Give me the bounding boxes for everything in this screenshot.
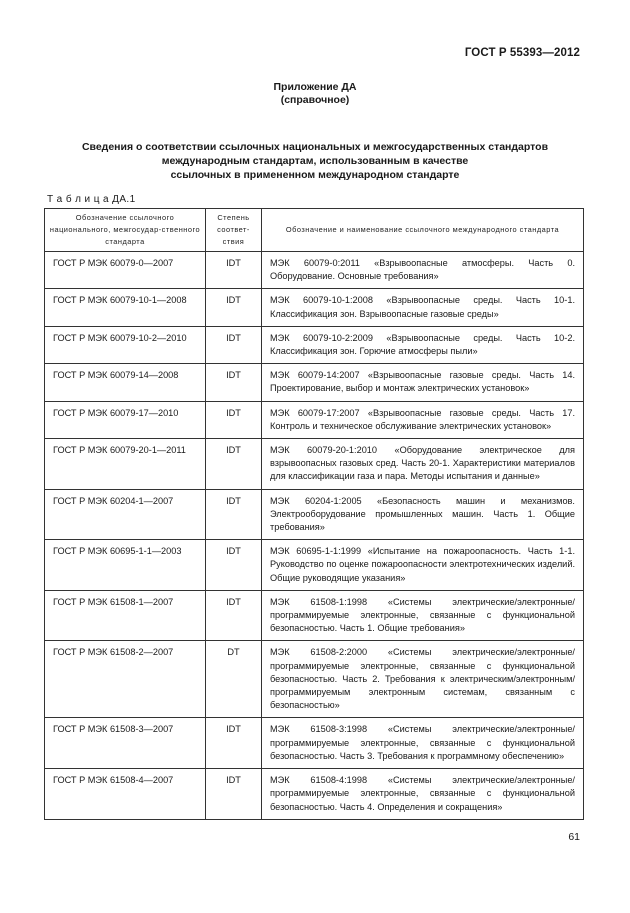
table-row — [45, 252, 584, 289]
table-row — [45, 769, 584, 820]
table-row — [45, 289, 584, 326]
table-row — [45, 540, 584, 591]
document-code: ГОСТ Р 55393—2012 — [464, 47, 580, 59]
table-caption: Т а б л и ц а ДА.1 — [47, 194, 136, 205]
cell-degree: IDT — [206, 540, 262, 591]
cell-degree: IDT — [206, 590, 262, 641]
cell-international-standard: МЭК 60079-17:2007 «Взрывоопасные газовые среды. Часть 17. Контроль и техническое обслуживание электрических установок» — [262, 401, 584, 438]
appendix-subtitle: (справочное) — [280, 94, 350, 106]
cell-international-standard: МЭК 61508-4:1998 «Системы электрические/электронные/программируемые электронные, связанные с функциональной безопасностью. Часть 4. Определения и сокращения» — [262, 769, 584, 820]
cell-international-standard: МЭК 60079-20-1:2010 «Оборудование электрическое для взрывоопасных газовых сред. Часть 20-1. Характеристики материалов для классификации газа и пара. Методы испытания и данные» — [262, 439, 584, 490]
table-header-row — [45, 209, 584, 252]
header-degree: Степень соответ-ствия — [206, 209, 262, 252]
cell-national-standard: ГОСТ Р МЭК 60079-17—2010 — [45, 401, 206, 438]
cell-international-standard: МЭК 61508-1:1998 «Системы электрические/электронные/программируемые электронные, связанные с функциональной безопасностью. Часть 1. Общие требования» — [262, 590, 584, 641]
cell-degree: IDT — [206, 401, 262, 438]
header-international-standard: Обозначение и наименование ссылочного международного стандарта — [262, 209, 584, 252]
cell-international-standard: МЭК 60204-1:2005 «Безопасность машин и механизмов. Электрооборудование промышленных машин. Часть 1. Общие требования» — [262, 489, 584, 540]
table-row — [45, 641, 584, 718]
cell-degree: IDT — [206, 489, 262, 540]
cell-international-standard: МЭК 60079-10-1:2008 «Взрывоопасные среды. Часть 10-1. Классификация зон. Взрывоопасные газовые среды» — [262, 289, 584, 326]
cell-national-standard: ГОСТ Р МЭК 60204-1—2007 — [45, 489, 206, 540]
table-row — [45, 718, 584, 769]
cell-international-standard: МЭК 60079-14:2007 «Взрывоопасные газовые среды. Часть 14. Проектирование, выбор и монтаж электрических установок» — [262, 364, 584, 401]
reference-table — [44, 208, 584, 820]
cell-degree: IDT — [206, 364, 262, 401]
appendix-title: Приложение ДА — [273, 81, 357, 93]
cell-national-standard: ГОСТ Р МЭК 60079-20-1—2011 — [45, 439, 206, 490]
cell-national-standard: ГОСТ Р МЭК 61508-1—2007 — [45, 590, 206, 641]
cell-degree: IDT — [206, 718, 262, 769]
heading-line-3: ссылочных в примененном международном стандарте — [170, 169, 460, 181]
header-national-standard: Обозначение ссылочного национального, межгосудар-ственного стандарта — [45, 209, 206, 252]
cell-international-standard: МЭК 60079-10-2:2009 «Взрывоопасные среды. Часть 10-2. Классификация зон. Горючие атмосферы пыли» — [262, 326, 584, 363]
table-row — [45, 439, 584, 490]
page-number: 61 — [568, 831, 580, 843]
cell-national-standard: ГОСТ Р МЭК 61508-3—2007 — [45, 718, 206, 769]
cell-degree: IDT — [206, 439, 262, 490]
cell-national-standard: ГОСТ Р МЭК 60079-14—2008 — [45, 364, 206, 401]
heading-line-1: Сведения о соответствии ссылочных национальных и межгосударственных стандартов — [81, 141, 549, 153]
table-row — [45, 489, 584, 540]
section-heading — [60, 140, 570, 182]
cell-national-standard: ГОСТ Р МЭК 61508-4—2007 — [45, 769, 206, 820]
cell-international-standard: МЭК 60695-1-1:1999 «Испытание на пожароопасность. Часть 1-1. Руководство по оценке пожароопасности электротехнических изделий. Общие руководящие указания» — [262, 540, 584, 591]
appendix-block — [0, 81, 630, 107]
cell-national-standard: ГОСТ Р МЭК 60079-10-1—2008 — [45, 289, 206, 326]
cell-degree: IDT — [206, 326, 262, 363]
table-row — [45, 590, 584, 641]
cell-international-standard: МЭК 60079-0:2011 «Взрывоопасные атмосферы. Часть 0. Оборудование. Основные требования» — [262, 252, 584, 289]
cell-international-standard: МЭК 61508-3:1998 «Системы электрические/электронные/программируемые электронные, связанные с функциональной безопасностью. Часть 3. Требования к программному обеспечению» — [262, 718, 584, 769]
cell-degree: IDT — [206, 289, 262, 326]
cell-international-standard: МЭК 61508-2:2000 «Системы электрические/электронные/программируемые электронные, связанные с функциональной безопасностью. Часть 2. Требования к электрическим/электронным/программируемым электронным системам, связанным с безопасностью» — [262, 641, 584, 718]
cell-national-standard: ГОСТ Р МЭК 60079-0—2007 — [45, 252, 206, 289]
table-row — [45, 326, 584, 363]
table-row — [45, 401, 584, 438]
cell-national-standard: ГОСТ Р МЭК 61508-2—2007 — [45, 641, 206, 718]
cell-degree: DT — [206, 641, 262, 718]
cell-degree: IDT — [206, 252, 262, 289]
table-row — [45, 364, 584, 401]
cell-national-standard: ГОСТ Р МЭК 60695-1-1—2003 — [45, 540, 206, 591]
cell-degree: IDT — [206, 769, 262, 820]
heading-line-2: международным стандартам, использованным в качестве — [161, 155, 469, 167]
cell-national-standard: ГОСТ Р МЭК 60079-10-2—2010 — [45, 326, 206, 363]
